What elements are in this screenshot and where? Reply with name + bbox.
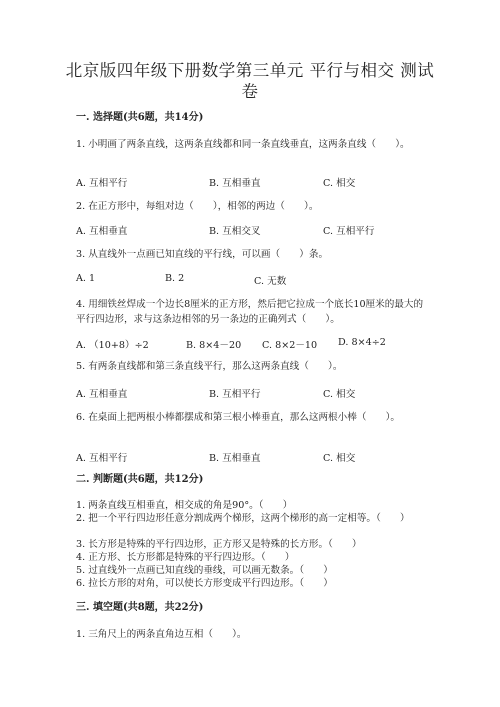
option: B. 互相垂直 [209,178,261,189]
option: C. 8×2－10 [262,340,318,351]
section-heading-choice: 一. 选择题(共6题，共14分) [76,112,204,123]
option: C. 相交 [323,389,356,400]
judge-item: 6. 拉长方形的对角，可以使长方形变成平行四边形。（ ） [76,578,333,589]
judge-item: 4. 正方形、长方形都是特殊的平行四边形。（ ） [76,552,295,563]
option-row [76,386,436,400]
option: A. 互相垂直 [76,226,128,237]
option-row [76,450,436,464]
option-row [76,337,436,351]
option: B. 互相垂直 [209,453,261,464]
question-stem: 1. 三角尺上的两条直角边互相（ ）。 [76,629,247,640]
option: A. 互相平行 [76,453,128,464]
question-stem: 1. 小明画了两条直线，这两条直线都和同一条直线垂直，这两条直线（ ）。 [76,139,410,150]
option: A. 1 [76,273,96,284]
option: B. 互相交叉 [209,226,261,237]
option: A. 互相平行 [76,178,128,189]
option: A. 互相垂直 [76,389,128,400]
option-row [76,223,436,237]
option: C. 无数 [254,276,287,287]
judge-item: 3. 长方形是特殊的平行四边形，正方形又是特殊的长方形。（ ） [76,539,362,550]
question-stem: 5. 有两条直线都和第三条直线平行，那么这两条直线（ ）。 [76,361,343,372]
option: C. 相交 [323,178,356,189]
option: B. 互相平行 [209,389,261,400]
option: C. 相交 [323,453,356,464]
page-title: 北京版四年级下册数学第三单元 平行与相交 测试卷 [65,61,435,101]
option: A. （10+8）÷2 [76,340,149,351]
option: B. 8×4－20 [186,340,242,351]
question-stem: 4. 用细铁丝焊成一个边长8厘米的正方形，然后把它拉成一个底长10厘米的最大的平行四边形，求与这条边相邻的另一条边的正确列式（ ）。 [76,299,424,325]
section-heading-judge: 二. 判断题(共6题，共12分) [76,474,204,485]
judge-item: 1. 两条直线互相垂直，相交成的角是90°。（ ） [76,500,293,511]
question-stem: 6. 在桌面上把两根小棒都摆成和第三根小棒垂直，那么这两根小棒（ ）。 [76,412,400,423]
question-stem: 2. 在正方形中，每组对边（ ），相邻的两边（ ）。 [76,201,319,212]
question-stem: 3. 从直线外一点画已知直线的平行线，可以画（ ）条。 [76,249,329,260]
option-row [76,175,436,189]
option: C. 互相平行 [323,226,375,237]
option: B. 2 [165,273,185,284]
judge-item: 5. 过直线外一点画已知直线的垂线，可以画无数条。（ ） [76,565,333,576]
option: D. 8×4÷2 [338,337,386,348]
option-row [76,273,436,287]
section-heading-fill: 三. 填空题(共8题，共22分) [76,602,204,613]
judge-item: 2. 把一个平行四边形任意分割成两个梯形，这两个梯形的高一定相等。（ ） [76,513,410,524]
